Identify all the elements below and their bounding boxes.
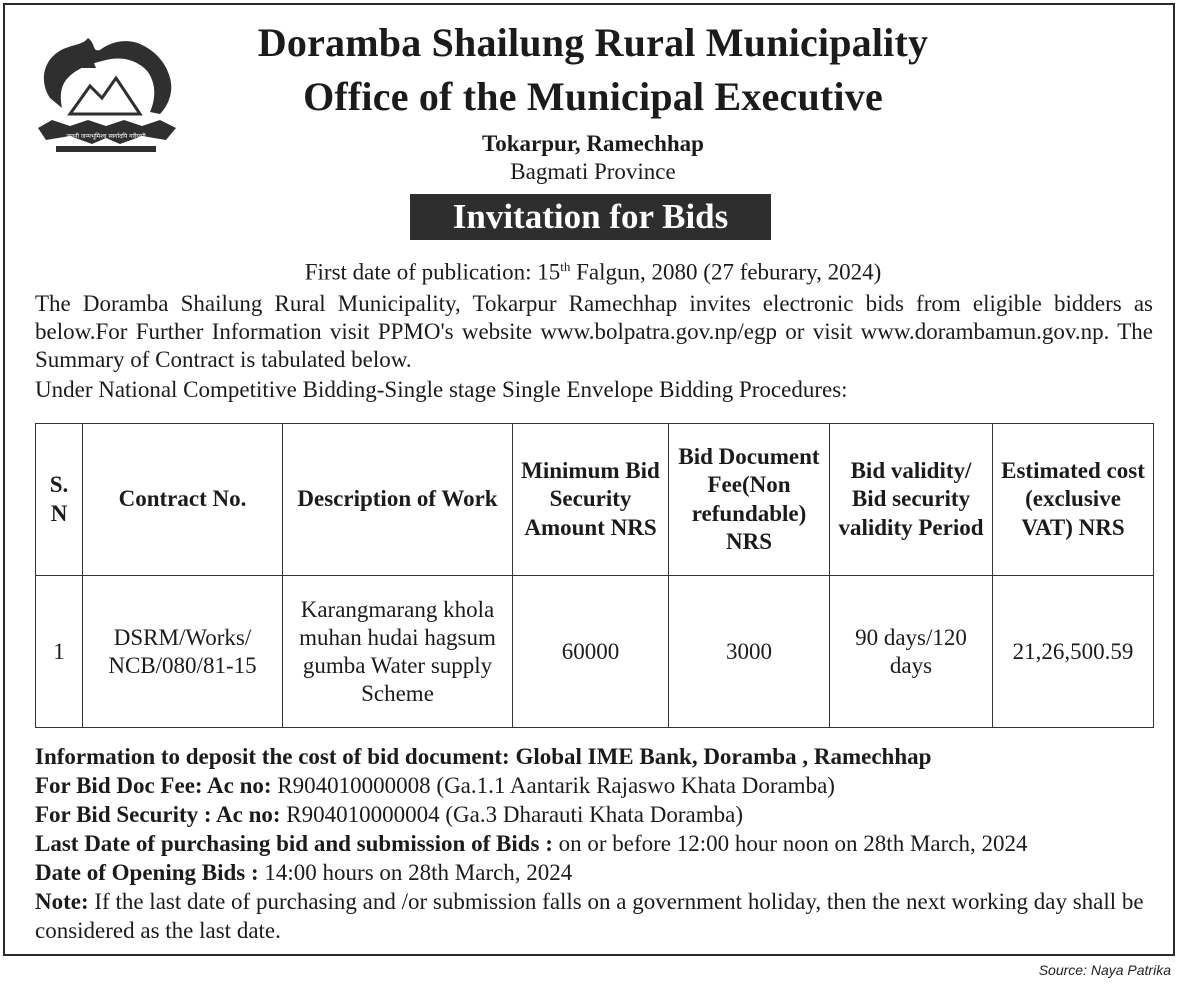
last-date-value: on or before 12:00 hour noon on 28th March, 2024: [552, 831, 1028, 856]
intro-paragraph: [35, 290, 1153, 374]
security-account: [35, 800, 1153, 829]
last-date-label: Last Date of purchasing bid and submission of Bids :: [35, 831, 553, 856]
deposit-text: Information to deposit the cost of bid document: Global IME Bank, Doramba , Ramechhap: [35, 744, 932, 769]
cell-fee: 3000: [669, 576, 830, 728]
publication-date-suffix: Falgun, 2080 (27 feburary, 2024): [570, 259, 882, 285]
security-account-label: For Bid Security : Ac no:: [35, 802, 281, 827]
emblem-motto: जननी जन्मभूमिश्च स्वर्गादपि गरीयसी: [66, 133, 146, 140]
cell-description: Karangmarang khola muhan hudai hagsum gumba Water supply Scheme: [283, 576, 513, 728]
security-account-value: R904010000004 (Ga.3 Dharauti Khata Doramba): [280, 802, 743, 827]
cell-contract: DSRM/Works/ NCB/080/81-15: [83, 576, 283, 728]
col-header-contract: Contract No.: [83, 424, 283, 576]
bid-information: [35, 742, 1153, 945]
last-date: [35, 829, 1153, 858]
invitation-banner: Invitation for Bids: [410, 194, 771, 240]
province: Bagmati Province: [510, 159, 676, 184]
publication-date: [140, 253, 1046, 287]
fee-account: [35, 771, 1153, 800]
col-header-fee: Bid Document Fee(Non refundable) NRS: [669, 424, 830, 576]
fee-account-value: R904010000008 (Ga.1.1 Aantarik Rajaswo Khata Doramba): [271, 773, 835, 798]
office-title: Office of the Municipal Executive: [303, 74, 883, 119]
table-header-row: [36, 424, 1154, 576]
col-header-description: Description of Work: [283, 424, 513, 576]
cell-sn: 1: [36, 576, 83, 728]
col-header-security: Minimum Bid Security Amount NRS: [513, 424, 669, 576]
cell-validity: 90 days/120 days: [830, 576, 993, 728]
note-text: If the last date of purchasing and /or submission falls on a government holiday, then the next working day shall be considered as the last date.: [35, 889, 1144, 943]
cell-cost: 21,26,500.59: [993, 576, 1154, 728]
opening-date-label: Date of Opening Bids :: [35, 860, 259, 885]
col-header-cost: Estimated cost (exclusive VAT) NRS: [993, 424, 1154, 576]
procedure-line: Under National Competitive Bidding-Single stage Single Envelope Bidding Procedures:: [35, 377, 848, 402]
address: Tokarpur, Ramechhap: [482, 131, 704, 156]
source-credit: Source: Naya Patrika: [1038, 962, 1171, 978]
intro-text: The Doramba Shailung Rural Municipality, Tokarpur Ramechhap invites electronic bids from eligible bidders as below.For Further Information visit PPMO's website www.bolpatra.gov.np/egp or visit www.dorambamun.gov.np. The Summary of Contract is tabulated below.: [35, 291, 1153, 372]
cell-security: 60000: [513, 576, 669, 728]
fee-account-label: For Bid Doc Fee: Ac no:: [35, 773, 272, 798]
contract-summary-table: [35, 423, 1154, 728]
col-header-sn: S. N: [36, 424, 83, 576]
publication-date-prefix: First date of publication: 15: [304, 259, 561, 285]
col-header-validity: Bid validity/ Bid security validity Period: [830, 424, 993, 576]
opening-date-value: 14:00 hours on 28th March, 2024: [258, 860, 573, 885]
note: [35, 887, 1153, 945]
note-label: Note:: [35, 889, 89, 914]
opening-date: [35, 858, 1153, 887]
deposit-info: [35, 742, 1153, 771]
publication-date-ordinal: th: [560, 259, 571, 274]
municipality-title: Doramba Shailung Rural Municipality: [257, 20, 929, 65]
table-row: [36, 576, 1154, 728]
